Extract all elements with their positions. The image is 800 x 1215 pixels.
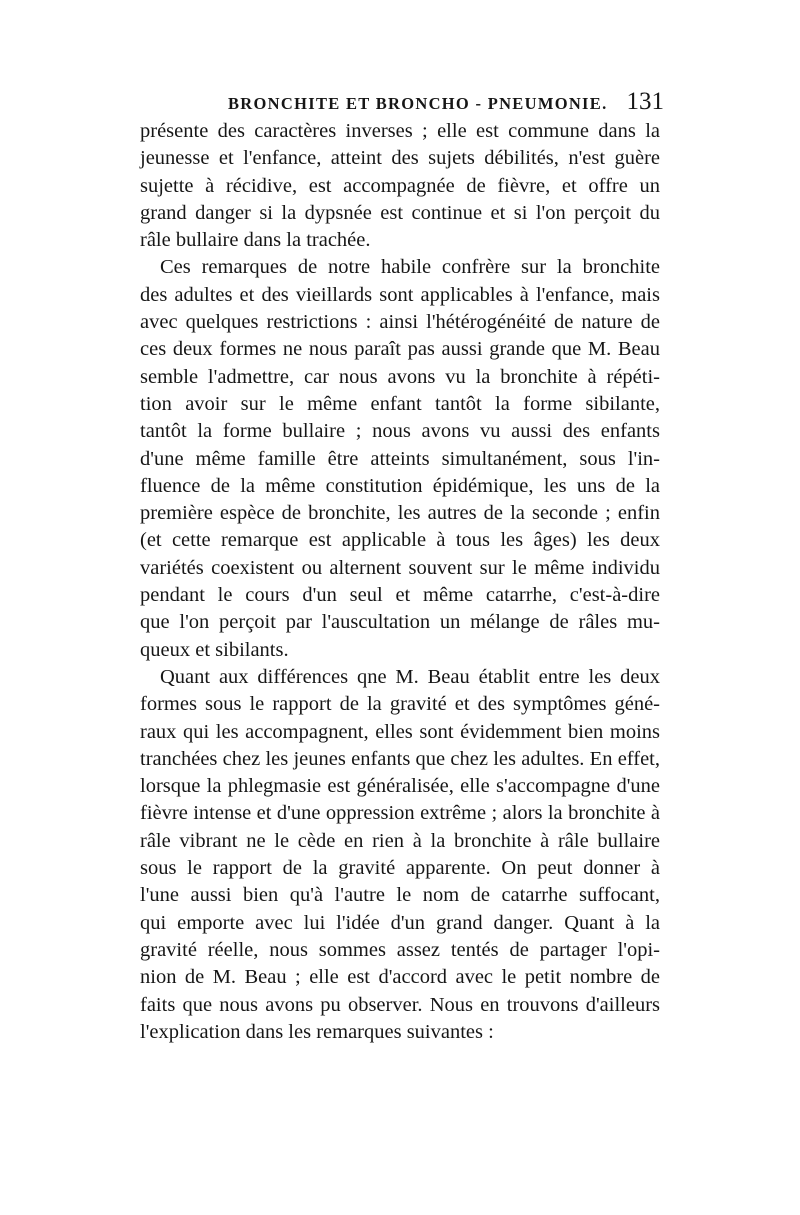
text-line: l'une aussi bien qu'à l'autre le nom de catarrhe suffocant,	[140, 884, 660, 907]
text-line: présente des caractères inverses ; elle est commune dans la	[140, 120, 660, 142]
text-line: lorsque la phlegmasie est généralisée, elle s'accompagne d'une	[140, 775, 660, 798]
text-line: l'explication dans les remarques suivantes :	[140, 1020, 494, 1043]
text-line: (et cette remarque est applicable à tous les âges) les deux	[140, 529, 660, 552]
text-line: sous le rapport de la gravité apparente. On peut donner à	[140, 857, 660, 880]
running-head	[228, 88, 664, 118]
text-line: fluence de la même constitution épidémique, les uns de la	[140, 474, 660, 497]
text-line: des adultes et des vieillards sont applicables à l'enfance, mais	[140, 283, 660, 306]
text-line: râle bullaire dans la trachée.	[140, 229, 371, 252]
text-line: tranchées chez les jeunes enfants que chez les adultes. En effet,	[140, 747, 660, 770]
text-line: d'une même famille être atteints simultanément, sous l'in-	[140, 447, 660, 470]
text-line: tantôt la forme bullaire ; nous avons vu aussi des enfants	[140, 420, 660, 443]
text-line: avec quelques restrictions : ainsi l'hétérogénéité de nature de	[140, 311, 660, 334]
text-line: queux et sibilants.	[140, 638, 289, 661]
page-number: 131	[626, 88, 664, 115]
text-line: Ces remarques de notre habile confrère sur la bronchite	[160, 256, 660, 279]
text-line: raux qui les accompagnent, elles sont évidemment bien moins	[140, 720, 660, 743]
text-line: faits que nous avons pu observer. Nous en trouvons d'ailleurs	[140, 993, 660, 1016]
text-line: qui emporte avec lui l'idée d'un grand danger. Quant à la	[140, 911, 660, 934]
text-line: première espèce de bronchite, les autres de la seconde ; enfin	[140, 502, 660, 525]
text-line: grand danger si la dypsnée est continue et si l'on perçoit du	[140, 201, 660, 224]
text-line: semble l'admettre, car nous avons vu la bronchite à répéti-	[140, 365, 660, 388]
text-line: pendant le cours d'un seul et même catarrhe, c'est-à-dire	[140, 584, 660, 607]
body-text	[140, 118, 660, 1046]
text-line: sujette à récidive, est accompagnée de fièvre, et offre un	[140, 174, 660, 197]
text-line: ces deux formes ne nous paraît pas aussi grande que M. Beau	[140, 338, 660, 361]
text-line: jeunesse et l'enfance, atteint des sujets débilités, n'est guère	[140, 147, 660, 170]
text-line: fièvre intense et d'une oppression extrême ; alors la bronchite à	[140, 802, 660, 825]
text-line: tion avoir sur le même enfant tantôt la forme sibilante,	[140, 392, 660, 415]
text-line: que l'on perçoit par l'auscultation un mélange de râles mu-	[140, 611, 660, 634]
text-line: nion de M. Beau ; elle est d'accord avec le petit nombre de	[140, 966, 660, 989]
text-line: gravité réelle, nous sommes assez tentés de partager l'opi-	[140, 938, 660, 961]
running-title: BRONCHITE ET BRONCHO - PNEUMONIE.	[228, 94, 608, 113]
text-line: variétés coexistent ou alternent souvent sur le même individu	[140, 556, 660, 579]
text-line: formes sous le rapport de la gravité et des symptômes géné-	[140, 693, 660, 716]
text-line: Quant aux différences qne M. Beau établit entre les deux	[160, 665, 660, 688]
text-line: râle vibrant ne le cède en rien à la bronchite à râle bullaire	[140, 829, 660, 852]
